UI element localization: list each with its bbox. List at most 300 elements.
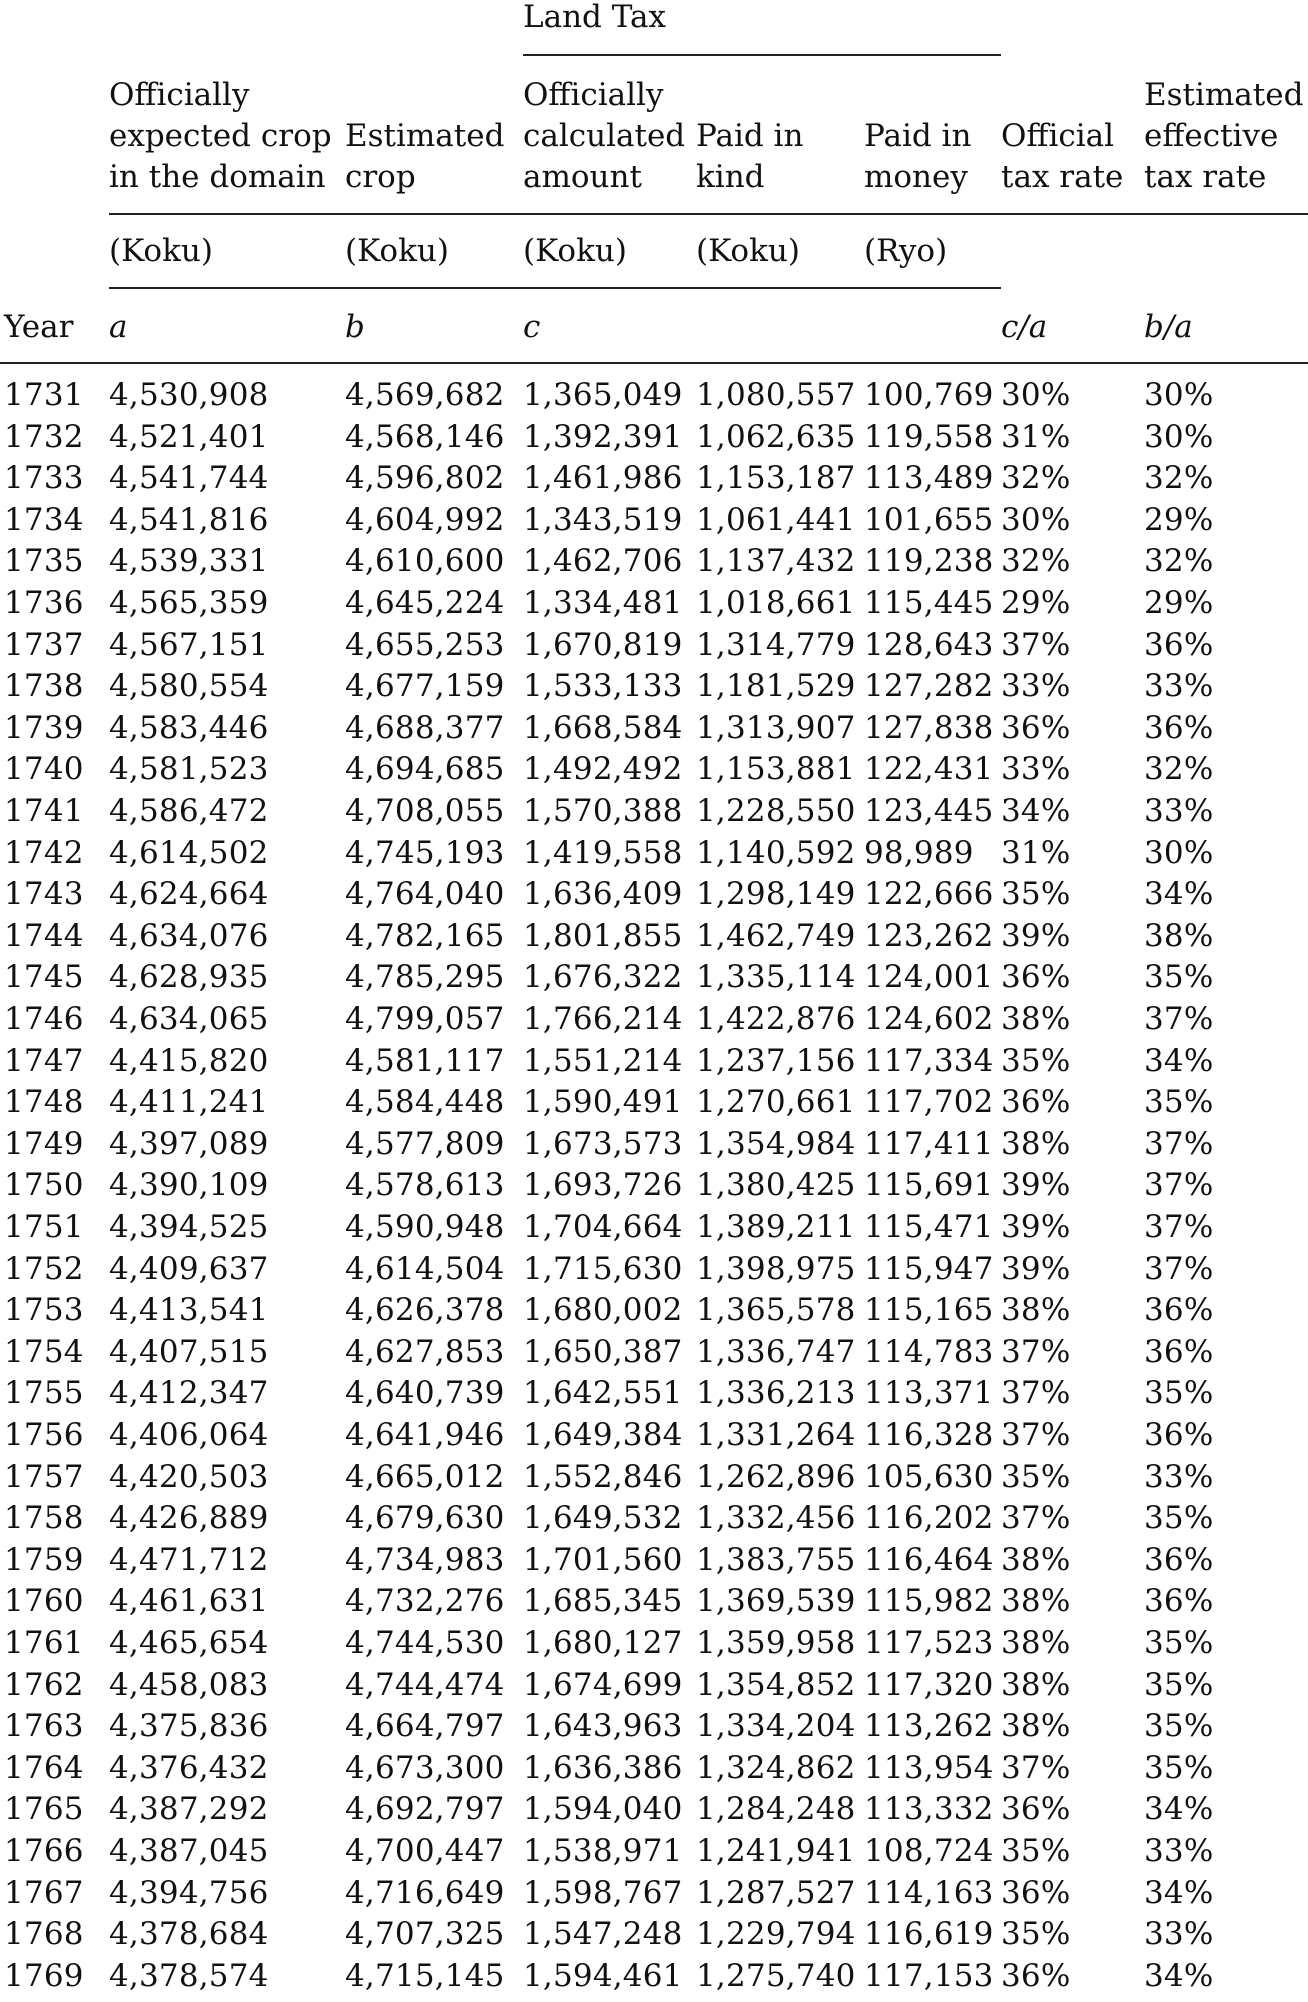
paid-in-money-cell: 113,954 [864, 1749, 994, 1786]
calculated-amount-cell: 1,650,387 [523, 1333, 683, 1370]
paid-in-kind-cell: 1,398,975 [696, 1250, 856, 1287]
paid-in-money-cell: 119,238 [864, 543, 994, 580]
table-row [0, 377, 1308, 422]
calculated-amount-cell: 1,598,767 [523, 1874, 683, 1911]
expected-crop-cell: 4,521,401 [109, 418, 269, 455]
year-cell: 1740 [4, 751, 84, 788]
effective-tax-rate-cell: 35% [1144, 1708, 1214, 1745]
paid-in-kind-cell: 1,061,441 [696, 501, 856, 538]
expected-crop-cell: 4,628,935 [109, 959, 269, 996]
official-tax-rate-cell: 35% [1001, 1042, 1071, 1079]
expected-crop-cell: 4,412,347 [109, 1375, 269, 1412]
official-tax-rate-cell: 38% [1001, 1292, 1071, 1329]
effective-tax-rate-cell: 30% [1144, 834, 1214, 871]
expected-crop-cell: 4,458,083 [109, 1666, 269, 1703]
effective-tax-rate-cell: 35% [1144, 1084, 1214, 1121]
effective-tax-rate-cell: 37% [1144, 1250, 1214, 1287]
unit-label-c: (Koku) [523, 233, 627, 269]
table-row [0, 1916, 1308, 1961]
expected-crop-cell: 4,420,503 [109, 1458, 269, 1495]
effective-tax-rate-cell: 30% [1144, 377, 1214, 413]
table-row [0, 751, 1308, 796]
paid-in-money-cell: 117,523 [864, 1625, 994, 1661]
unit-rule [109, 287, 1001, 289]
expected-crop-cell: 4,387,292 [109, 1791, 269, 1828]
expected-crop-cell: 4,390,109 [109, 1167, 269, 1204]
paid-in-kind-cell: 1,137,432 [696, 543, 856, 580]
table-row [0, 543, 1308, 588]
effective-tax-rate-cell: 34% [1144, 1042, 1214, 1079]
expected-crop-cell: 4,409,637 [109, 1250, 269, 1287]
column-header-line: Estimated [1144, 77, 1304, 113]
paid-in-kind-cell: 1,389,211 [696, 1209, 856, 1245]
estimated-crop-cell: 4,627,853 [345, 1333, 505, 1370]
estimated-crop-cell: 4,655,253 [345, 626, 505, 663]
year-cell: 1751 [4, 1209, 84, 1245]
paid-in-kind-cell: 1,275,740 [696, 1957, 856, 1994]
paid-in-money-cell: 105,630 [864, 1458, 994, 1495]
calculated-amount-cell: 1,680,127 [523, 1625, 683, 1661]
estimated-crop-cell: 4,732,276 [345, 1583, 505, 1620]
calculated-amount-cell: 1,649,384 [523, 1417, 683, 1453]
year-cell: 1743 [4, 876, 84, 913]
expected-crop-cell: 4,406,064 [109, 1417, 269, 1453]
expected-crop-cell: 4,465,654 [109, 1625, 269, 1661]
expected-crop-cell: 4,471,712 [109, 1541, 269, 1578]
official-tax-rate-cell: 36% [1001, 1084, 1071, 1121]
year-cell: 1758 [4, 1500, 84, 1537]
calculated-amount-cell: 1,642,551 [523, 1375, 683, 1412]
year-cell: 1745 [4, 959, 84, 996]
expected-crop-cell: 4,394,756 [109, 1874, 269, 1911]
effective-tax-rate-cell: 36% [1144, 1541, 1214, 1578]
effective-tax-rate-cell: 35% [1144, 1749, 1214, 1786]
symbol-c-over-a: c/a [1001, 309, 1048, 345]
year-cell: 1755 [4, 1375, 84, 1412]
calculated-amount-cell: 1,685,345 [523, 1583, 683, 1620]
paid-in-money-cell: 128,643 [864, 626, 994, 663]
official-tax-rate-cell: 32% [1001, 543, 1071, 580]
year-cell: 1759 [4, 1541, 84, 1578]
table-row [0, 709, 1308, 755]
expected-crop-cell: 4,397,089 [109, 1125, 269, 1162]
expected-crop-cell: 4,413,541 [109, 1292, 269, 1329]
estimated-crop-cell: 4,745,193 [345, 834, 505, 871]
official-tax-rate-cell: 29% [1001, 585, 1071, 621]
expected-crop-cell: 4,539,331 [109, 543, 269, 580]
effective-tax-rate-cell: 35% [1144, 1625, 1214, 1661]
year-cell: 1749 [4, 1125, 84, 1162]
year-cell: 1744 [4, 917, 84, 954]
paid-in-kind-cell: 1,369,539 [696, 1583, 856, 1620]
expected-crop-cell: 4,426,889 [109, 1500, 269, 1537]
calculated-amount-cell: 1,680,002 [523, 1292, 683, 1329]
column-header-line: Officially [523, 77, 664, 113]
expected-crop-cell: 4,530,908 [109, 377, 269, 413]
official-tax-rate-cell: 37% [1001, 626, 1071, 663]
paid-in-kind-cell: 1,080,557 [696, 377, 856, 413]
table-row [0, 626, 1308, 672]
estimated-crop-cell: 4,764,040 [345, 876, 505, 913]
estimated-crop-cell: 4,581,117 [345, 1042, 505, 1079]
table-row [0, 668, 1308, 713]
effective-tax-rate-cell: 34% [1144, 1791, 1214, 1828]
estimated-crop-cell: 4,590,948 [345, 1209, 505, 1245]
paid-in-money-cell: 116,619 [864, 1916, 994, 1953]
official-tax-rate-cell: 31% [1001, 418, 1071, 455]
calculated-amount-cell: 1,676,322 [523, 959, 683, 996]
column-header-line: amount [523, 159, 642, 195]
official-tax-rate-cell: 37% [1001, 1417, 1071, 1453]
year-cell: 1736 [4, 585, 84, 621]
official-tax-rate-cell: 38% [1001, 1708, 1071, 1745]
table-row [0, 1458, 1308, 1504]
effective-tax-rate-cell: 32% [1144, 460, 1214, 497]
estimated-crop-cell: 4,569,682 [345, 377, 505, 413]
calculated-amount-cell: 1,461,986 [523, 460, 683, 497]
year-cell: 1748 [4, 1084, 84, 1121]
calculated-amount-cell: 1,673,573 [523, 1125, 683, 1162]
official-tax-rate-cell: 39% [1001, 1250, 1071, 1287]
paid-in-money-cell: 122,666 [864, 876, 994, 913]
effective-tax-rate-cell: 37% [1144, 1125, 1214, 1162]
estimated-crop-cell: 4,708,055 [345, 793, 505, 829]
year-label: Year [4, 309, 74, 345]
effective-tax-rate-cell: 36% [1144, 1292, 1214, 1329]
unit-label-money: (Ryo) [864, 233, 948, 269]
paid-in-money-cell: 122,431 [864, 751, 994, 788]
paid-in-kind-cell: 1,354,852 [696, 1666, 856, 1703]
unit-label-kind: (Koku) [696, 233, 800, 269]
effective-tax-rate-cell: 35% [1144, 959, 1214, 996]
expected-crop-cell: 4,407,515 [109, 1333, 269, 1370]
column-header-line: Official [1001, 118, 1115, 154]
column-header-paid-in-kind [696, 116, 803, 198]
table-row [0, 418, 1308, 464]
symbol-a: a [109, 309, 128, 345]
column-header-calculated-amount [523, 75, 685, 198]
paid-in-kind-cell: 1,313,907 [696, 709, 856, 746]
column-header-line: money [864, 159, 968, 195]
effective-tax-rate-cell: 29% [1144, 585, 1214, 621]
expected-crop-cell: 4,541,744 [109, 460, 269, 497]
table-row [0, 501, 1308, 547]
official-tax-rate-cell: 33% [1001, 668, 1071, 705]
year-cell: 1733 [4, 460, 84, 497]
estimated-crop-cell: 4,707,325 [345, 1916, 505, 1953]
paid-in-money-cell: 101,655 [864, 501, 994, 538]
effective-tax-rate-cell: 37% [1144, 1209, 1214, 1245]
paid-in-kind-cell: 1,331,264 [696, 1417, 856, 1453]
paid-in-kind-cell: 1,228,550 [696, 793, 856, 829]
table-row [0, 1666, 1308, 1712]
effective-tax-rate-cell: 32% [1144, 751, 1214, 788]
paid-in-money-cell: 117,320 [864, 1666, 994, 1703]
paid-in-kind-cell: 1,270,661 [696, 1084, 856, 1121]
official-tax-rate-cell: 35% [1001, 1916, 1071, 1953]
estimated-crop-cell: 4,716,649 [345, 1874, 505, 1911]
official-tax-rate-cell: 35% [1001, 1833, 1071, 1869]
year-cell: 1763 [4, 1708, 84, 1745]
paid-in-money-cell: 115,471 [864, 1209, 994, 1245]
column-header-line: tax rate [1001, 159, 1124, 195]
expected-crop-cell: 4,394,525 [109, 1209, 269, 1245]
calculated-amount-cell: 1,693,726 [523, 1167, 683, 1204]
year-cell: 1739 [4, 709, 84, 746]
column-header-line: tax rate [1144, 159, 1267, 195]
table-row [0, 917, 1308, 963]
paid-in-money-cell: 117,411 [864, 1125, 994, 1162]
paid-in-money-cell: 127,838 [864, 709, 994, 746]
official-tax-rate-cell: 36% [1001, 1874, 1071, 1911]
official-tax-rate-cell: 36% [1001, 959, 1071, 996]
estimated-crop-cell: 4,744,530 [345, 1625, 505, 1661]
year-cell: 1757 [4, 1458, 84, 1495]
effective-tax-rate-cell: 34% [1144, 1874, 1214, 1911]
symbol-b-over-a: b/a [1144, 309, 1193, 345]
year-cell: 1760 [4, 1583, 84, 1620]
paid-in-money-cell: 119,558 [864, 418, 994, 455]
paid-in-money-cell: 116,202 [864, 1500, 994, 1537]
calculated-amount-cell: 1,419,558 [523, 834, 683, 871]
table-row [0, 1833, 1308, 1878]
expected-crop-cell: 4,415,820 [109, 1042, 269, 1079]
year-cell: 1769 [4, 1957, 84, 1994]
unit-label-b: (Koku) [345, 233, 449, 269]
paid-in-kind-cell: 1,462,749 [696, 917, 856, 954]
year-cell: 1768 [4, 1916, 84, 1953]
official-tax-rate-cell: 38% [1001, 1001, 1071, 1037]
table-row [0, 1500, 1308, 1545]
calculated-amount-cell: 1,547,248 [523, 1916, 683, 1953]
table-row [0, 1333, 1308, 1379]
column-header-effective-tax-rate [1144, 75, 1303, 198]
effective-tax-rate-cell: 37% [1144, 1001, 1214, 1037]
estimated-crop-cell: 4,694,685 [345, 751, 505, 788]
paid-in-money-cell: 115,445 [864, 585, 994, 621]
effective-tax-rate-cell: 34% [1144, 1957, 1214, 1994]
paid-in-money-cell: 98,989 [864, 834, 974, 871]
paid-in-kind-cell: 1,153,881 [696, 751, 856, 788]
column-header-line: kind [696, 159, 765, 195]
paid-in-money-cell: 127,282 [864, 668, 994, 705]
paid-in-kind-cell: 1,153,187 [696, 460, 856, 497]
official-tax-rate-cell: 33% [1001, 751, 1071, 788]
official-tax-rate-cell: 39% [1001, 1209, 1071, 1245]
official-tax-rate-cell: 30% [1001, 501, 1071, 538]
year-cell: 1752 [4, 1250, 84, 1287]
paid-in-kind-cell: 1,336,213 [696, 1375, 856, 1412]
paid-in-kind-cell: 1,359,958 [696, 1625, 856, 1661]
expected-crop-cell: 4,565,359 [109, 585, 269, 621]
year-cell: 1734 [4, 501, 84, 538]
estimated-crop-cell: 4,688,377 [345, 709, 505, 746]
calculated-amount-cell: 1,551,214 [523, 1042, 683, 1079]
calculated-amount-cell: 1,670,819 [523, 626, 683, 663]
estimated-crop-cell: 4,626,378 [345, 1292, 505, 1329]
paid-in-money-cell: 113,262 [864, 1708, 994, 1745]
estimated-crop-cell: 4,610,600 [345, 543, 505, 580]
official-tax-rate-cell: 35% [1001, 1458, 1071, 1495]
estimated-crop-cell: 4,785,295 [345, 959, 505, 996]
official-tax-rate-cell: 37% [1001, 1500, 1071, 1537]
calculated-amount-cell: 1,392,391 [523, 418, 683, 455]
effective-tax-rate-cell: 33% [1144, 1833, 1214, 1869]
effective-tax-rate-cell: 35% [1144, 1666, 1214, 1703]
table-row [0, 1001, 1308, 1046]
group-header-rule [523, 54, 1001, 56]
paid-in-kind-cell: 1,354,984 [696, 1125, 856, 1162]
calculated-amount-cell: 1,533,133 [523, 668, 683, 705]
effective-tax-rate-cell: 33% [1144, 1458, 1214, 1495]
paid-in-money-cell: 114,783 [864, 1333, 994, 1370]
calculated-amount-cell: 1,594,461 [523, 1957, 683, 1994]
expected-crop-cell: 4,614,502 [109, 834, 269, 871]
column-header-line: Officially [109, 77, 250, 113]
paid-in-money-cell: 117,702 [864, 1084, 994, 1121]
paid-in-money-cell: 115,165 [864, 1292, 994, 1329]
estimated-crop-cell: 4,734,983 [345, 1541, 505, 1578]
paid-in-kind-cell: 1,380,425 [696, 1167, 856, 1204]
table-row [0, 834, 1308, 880]
estimated-crop-cell: 4,700,447 [345, 1833, 505, 1869]
estimated-crop-cell: 4,715,145 [345, 1957, 505, 1994]
calculated-amount-cell: 1,594,040 [523, 1791, 683, 1828]
effective-tax-rate-cell: 36% [1144, 1583, 1214, 1620]
expected-crop-cell: 4,375,836 [109, 1708, 269, 1745]
expected-crop-cell: 4,567,151 [109, 626, 269, 663]
estimated-crop-cell: 4,641,946 [345, 1417, 505, 1453]
official-tax-rate-cell: 38% [1001, 1583, 1071, 1620]
official-tax-rate-cell: 32% [1001, 460, 1071, 497]
estimated-crop-cell: 4,665,012 [345, 1458, 505, 1495]
calculated-amount-cell: 1,801,855 [523, 917, 683, 954]
estimated-crop-cell: 4,568,146 [345, 418, 505, 455]
paid-in-kind-cell: 1,422,876 [696, 1001, 856, 1037]
year-cell: 1753 [4, 1292, 84, 1329]
estimated-crop-cell: 4,596,802 [345, 460, 505, 497]
estimated-crop-cell: 4,744,474 [345, 1666, 505, 1703]
paid-in-kind-cell: 1,062,635 [696, 418, 856, 455]
paid-in-money-cell: 113,371 [864, 1375, 994, 1412]
estimated-crop-cell: 4,577,809 [345, 1125, 505, 1162]
paid-in-money-cell: 116,328 [864, 1417, 994, 1453]
year-cell: 1732 [4, 418, 84, 455]
paid-in-money-cell: 115,947 [864, 1250, 994, 1287]
year-cell: 1761 [4, 1625, 84, 1661]
paid-in-kind-cell: 1,324,862 [696, 1749, 856, 1786]
effective-tax-rate-cell: 34% [1144, 876, 1214, 913]
paid-in-money-cell: 113,332 [864, 1791, 994, 1828]
official-tax-rate-cell: 38% [1001, 1125, 1071, 1162]
paid-in-kind-cell: 1,336,747 [696, 1333, 856, 1370]
official-tax-rate-cell: 36% [1001, 709, 1071, 746]
official-tax-rate-cell: 39% [1001, 1167, 1071, 1204]
symbol-c: c [523, 309, 541, 345]
estimated-crop-cell: 4,645,224 [345, 585, 505, 621]
official-tax-rate-cell: 37% [1001, 1375, 1071, 1412]
expected-crop-cell: 4,634,065 [109, 1001, 269, 1037]
expected-crop-cell: 4,411,241 [109, 1084, 269, 1121]
paid-in-money-cell: 108,724 [864, 1833, 994, 1869]
column-header-line: in the domain [109, 159, 326, 195]
paid-in-money-cell: 117,334 [864, 1042, 994, 1079]
effective-tax-rate-cell: 36% [1144, 1417, 1214, 1453]
calculated-amount-cell: 1,462,706 [523, 543, 683, 580]
body-rule [0, 362, 1308, 364]
table-row [0, 1209, 1308, 1254]
calculated-amount-cell: 1,552,846 [523, 1458, 683, 1495]
paid-in-money-cell: 113,489 [864, 460, 994, 497]
effective-tax-rate-cell: 30% [1144, 418, 1214, 455]
effective-tax-rate-cell: 32% [1144, 543, 1214, 580]
table-row [0, 1167, 1308, 1212]
paid-in-money-cell: 123,445 [864, 793, 994, 829]
year-cell: 1756 [4, 1417, 84, 1453]
calculated-amount-cell: 1,636,386 [523, 1749, 683, 1786]
table-row [0, 585, 1308, 630]
calculated-amount-cell: 1,343,519 [523, 501, 683, 538]
effective-tax-rate-cell: 33% [1144, 1916, 1214, 1953]
expected-crop-cell: 4,624,664 [109, 876, 269, 913]
paid-in-money-cell: 124,602 [864, 1001, 994, 1037]
estimated-crop-cell: 4,640,739 [345, 1375, 505, 1412]
estimated-crop-cell: 4,664,797 [345, 1708, 505, 1745]
table-row [0, 1957, 1308, 2002]
official-tax-rate-cell: 36% [1001, 1791, 1071, 1828]
paid-in-money-cell: 117,153 [864, 1957, 994, 1994]
column-header-line: Estimated [345, 118, 505, 154]
calculated-amount-cell: 1,674,699 [523, 1666, 683, 1703]
expected-crop-cell: 4,581,523 [109, 751, 269, 788]
paid-in-kind-cell: 1,140,592 [696, 834, 856, 871]
paid-in-kind-cell: 1,383,755 [696, 1541, 856, 1578]
official-tax-rate-cell: 34% [1001, 793, 1071, 829]
paid-in-kind-cell: 1,334,204 [696, 1708, 856, 1745]
official-tax-rate-cell: 37% [1001, 1749, 1071, 1786]
estimated-crop-cell: 4,692,797 [345, 1791, 505, 1828]
column-header-line: Paid in [696, 118, 804, 154]
year-cell: 1738 [4, 668, 84, 705]
table-row [0, 1375, 1308, 1420]
estimated-crop-cell: 4,604,992 [345, 501, 505, 538]
effective-tax-rate-cell: 36% [1144, 626, 1214, 663]
table-row [0, 1084, 1308, 1129]
effective-tax-rate-cell: 33% [1144, 793, 1214, 829]
column-header-line: effective [1144, 118, 1279, 154]
paid-in-money-cell: 115,982 [864, 1583, 994, 1620]
table-row [0, 1708, 1308, 1753]
column-header-line: expected crop [109, 118, 332, 154]
expected-crop-cell: 4,541,816 [109, 501, 269, 538]
table-row [0, 1583, 1308, 1628]
year-cell: 1746 [4, 1001, 84, 1037]
paid-in-kind-cell: 1,287,527 [696, 1874, 856, 1911]
calculated-amount-cell: 1,668,584 [523, 709, 683, 746]
calculated-amount-cell: 1,636,409 [523, 876, 683, 913]
calculated-amount-cell: 1,334,481 [523, 585, 683, 621]
official-tax-rate-cell: 38% [1001, 1541, 1071, 1578]
year-cell: 1731 [4, 377, 84, 413]
calculated-amount-cell: 1,538,971 [523, 1833, 683, 1869]
year-cell: 1754 [4, 1333, 84, 1370]
paid-in-kind-cell: 1,229,794 [696, 1916, 856, 1953]
estimated-crop-cell: 4,584,448 [345, 1084, 505, 1121]
effective-tax-rate-cell: 33% [1144, 668, 1214, 705]
calculated-amount-cell: 1,715,630 [523, 1250, 683, 1287]
year-cell: 1766 [4, 1833, 84, 1869]
paid-in-money-cell: 124,001 [864, 959, 994, 996]
